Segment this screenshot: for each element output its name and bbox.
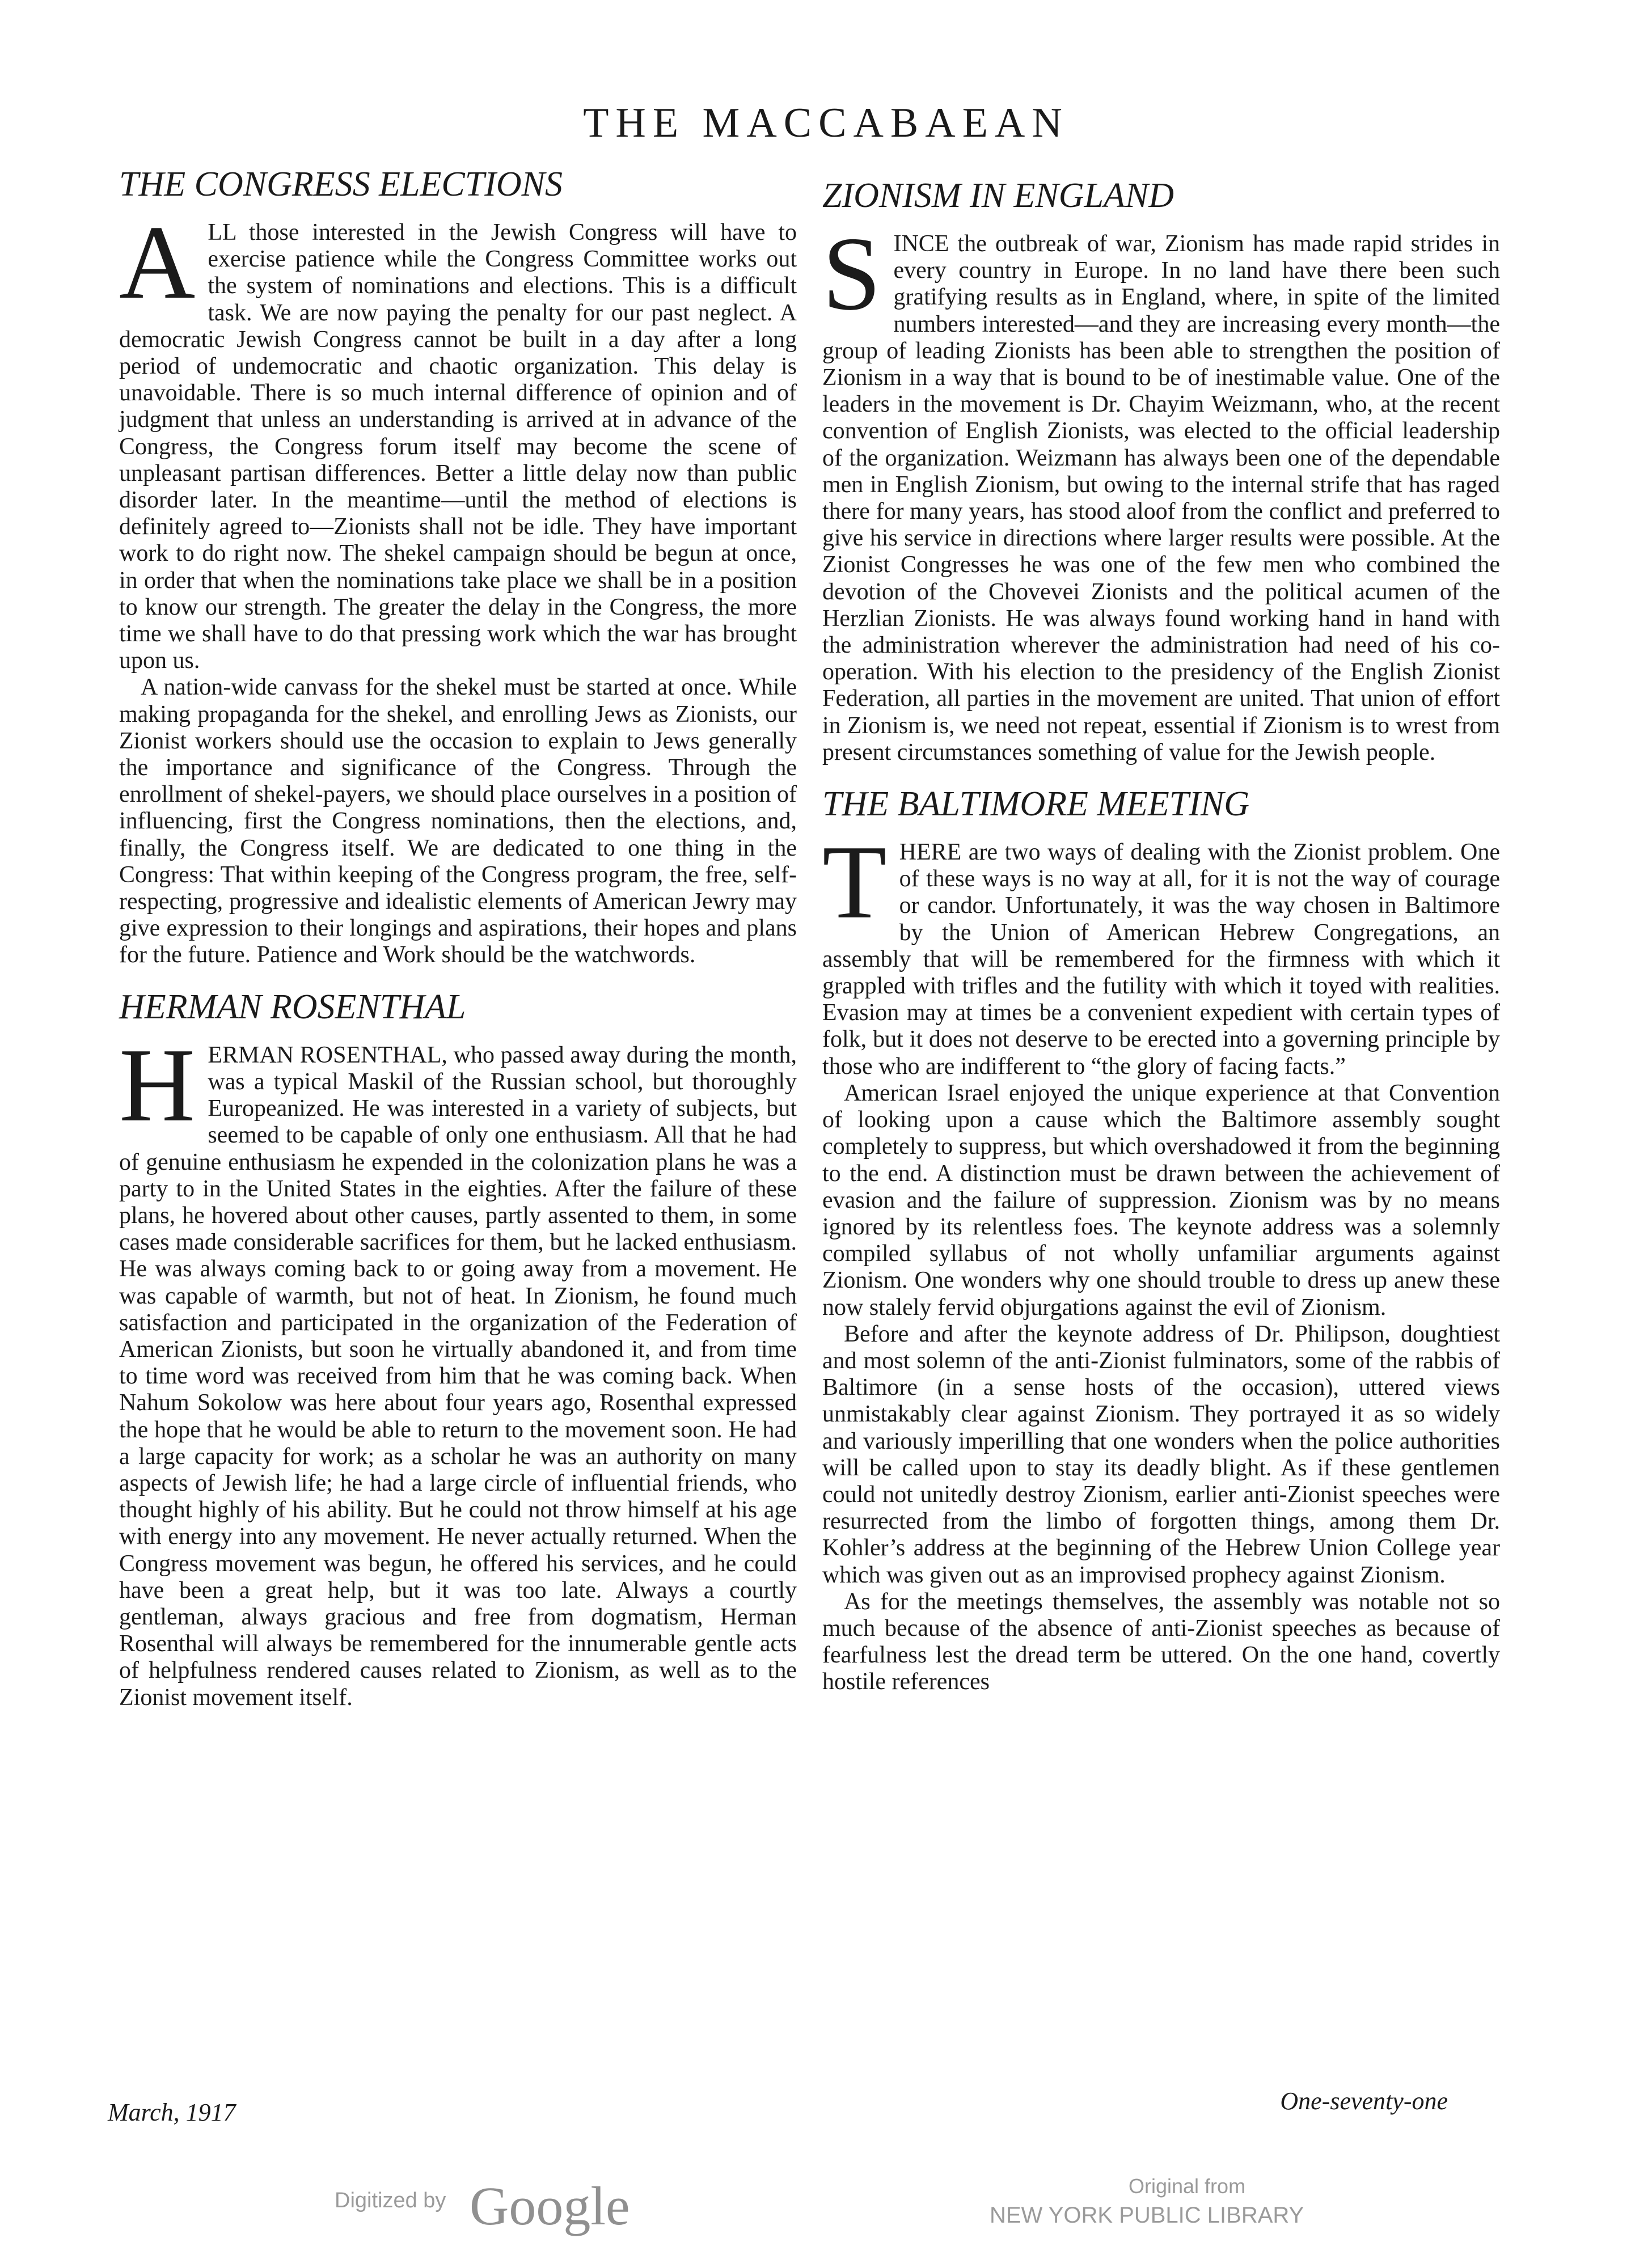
article-paragraph: ERMAN ROSENTHAL, who passed away during the month, was a typical Maskil of the Russian school, but thoroughly Europeanized. He was interested in a variety of subjects, but seemed to be capable of only one enthusiasm. All that he had of genuine enthusiasm he expended in the colonization plans he was a party to in the United States in the eighties. After the failure of these plans, he hovered about other causes, partly assented to them, in some cases made considerable sacrifices for them, but he lacked enthusiasm. He was always coming back to or going away from a movement. He was capable of warmth, but not of heat. In Zionism, he found much satisfaction and participated in the organization of the Federation of American Zionists, but soon he virtually abandoned it, and from time to time word was received from him that he was coming back. When Nahum Sokolow was here about four years ago, Rosenthal expressed the hope that he would be able to return to the movement soon. He had a large capacity for work; as a scholar he was an authority on many aspects of Jewish life; he had a large circle of influential friends, who thought highly of his ability. But he could not throw himself at his age with energy into any movement. He never actually returned. When the Congress movement was begun, he offered his services, and he could have been a great help, but it was too late. Always a courtly gentleman, always gracious and free from dogmatism, Herman Rosenthal will always be remembered for the innumerable gentle acts of helpfulness rendered causes related to Zionism, as well as to the Zionist movement itself. [119,1042,797,1711]
article-herman-rosenthal [119,987,797,1711]
drop-cap: H [119,1026,196,1144]
article-paragraph: INCE the outbreak of war, Zionism has made rapid strides in every country in Europe. In no land have there been such gratifying results as in England, where, in spite of the limited numbers interested—and they are increasing every month—the group of leading Zionists has been able to strengthen the position of Zionism in a way that is bound to be of inestimable value. One of the leaders in the movement is Dr. Chayim Weizmann, who, at the recent convention of English Zionists, was elected to the official leadership of the organization. Weizmann has always been one of the dependable men in English Zionism, but owing to the internal strife that has raged there for many years, has stood aloof from the conflict and preferred to give his service in directions where larger results were possible. At the Zionist Congresses he was one of the few men who combined the devotion of the Chovevei Zionists and the political acumen of the Herzlian Zionists. He was always found working hand in hand with the administration wherever the administration had need of his co-operation. With his election to the presidency of the English Zionist Federation, all parties in the movement are united. That union of effort in Zionism is, we need not repeat, essential if Zionism is to wrest from present circumstances something of value for the Jewish people. [822,231,1500,765]
article-zionism-in-england [822,176,1500,766]
article-title: ZIONISM IN ENGLAND [822,176,1174,215]
article-title: HERMAN ROSENTHAL [119,987,466,1026]
original-from-label: Original from [1129,2174,1246,2198]
left-column [119,164,797,1729]
article-paragraph: HERE are two ways of dealing with the Zionist problem. One of these ways is no way at all, for it is not the way of courage or candor. Unfortunately, it was the way chosen in Baltimore by the Union of American Hebrew Congregations, an assembly that will be remembered for the firmness with which it grappled with trifles and the futility with which it toyed with realities. Evasion may at times be a convenient expedient with certain types of folk, but it does not deserve to be erected into a governing principle by those who are indifferent to “the glory of facing facts.” [822,839,1500,1080]
article-paragraph: As for the meetings themselves, the assembly was notable not so much because of the absence of anti-Zionist speeches as because of fearfulness lest the dread term be uttered. On the one hand, covertly hostile references [822,1588,1500,1695]
article-congress-elections [119,164,797,969]
google-logo: Google [470,2176,630,2236]
article-paragraph: A nation-wide canvass for the shekel must be started at once. While making propaganda for the shekel, and enrolling Jews as Zionists, our Zionist workers should use the occasion to explain to Jews generally the importance and significance of the Congress. Through the enrollment of shekel-payers, we should place ourselves in a position of influencing, first the Congress nominations, then the elections, and, finally, the Congress itself. We are dedicated to one thing in the Congress: That within keeping of the Congress program, the free, self-respecting, progressive and idealistic elements of American Jewry may give expression to their longings and aspirations, their hopes and plans for the future. Patience and Work should be the watchwords. [119,674,797,968]
drop-cap: T [822,824,887,941]
drop-cap: A [119,204,196,321]
article-title: THE BALTIMORE MEETING [822,785,1250,824]
article-baltimore-meeting [822,784,1500,1696]
digitized-by-label: Digitized by [335,2189,446,2212]
library-name: NEW YORK PUBLIC LIBRARY [990,2203,1304,2228]
issue-date: March, 1917 [108,2098,236,2126]
right-column [822,176,1500,1714]
article-title: THE CONGRESS ELECTIONS [119,165,563,204]
drop-cap: S [822,215,881,332]
masthead: THE MACCABAEAN [583,100,1069,146]
article-paragraph: Before and after the keynote address of Dr. Philipson, doughtiest and most solemn of the anti-Zionist fulminators, some of the rabbis of Baltimore (in a sense hosts of the occasion), uttered views unmistakably clear against Zionism. They portrayed it as so widely and variously imperilling that one wonders when the police authorities will be called upon to stay its deadly blight. As if these gentlemen could not unitedly destroy Zionism, earlier anti-Zionist speeches were resurrected from the limbo of forgotten things, among them Dr. Kohler’s address at the beginning of the Hebrew Union College year which was given out as an improvised prophecy against Zionism. [822,1321,1500,1588]
page-number: One-seventy-one [1280,2087,1448,2115]
article-paragraph: American Israel enjoyed the unique experience at that Convention of looking upon a cause which the Baltimore assembly sought completely to suppress, but which overshadowed it from the beginning to the end. A distinction must be drawn between the achievement of evasion and the failure of suppression. Zionism was by no means ignored by its relentless foes. The keynote address was a solemnly compiled syllabus of not wholly unfamiliar arguments against Zionism. One wonders why one should trouble to dress up anew these now stalely fervid objurgations against the evil of Zionism. [822,1080,1500,1321]
article-paragraph: LL those interested in the Jewish Congress will have to exercise patience while the Congress Committee works out the system of nominations and elections. This is a difficult task. We are now paying the penalty for our past neglect. A democratic Jewish Congress cannot be built in a day after a long period of undemocratic and chaotic organization. This delay is unavoidable. There is so much internal difference of opinion and of judgment that unless an understanding is arrived at in advance of the Congress, the Congress forum itself may become the scene of unpleasant partisan differences. Better a little delay now than public disorder later. In the meantime—until the method of elections is definitely agreed to—Zionists shall not be idle. They have important work to do right now. The shekel campaign should be begun at once, in order that when the nominations take place we shall be in a position to know our strength. The greater the delay in the Congress, the more time we shall have to do that pressing work which the war has brought upon us. [119,219,797,674]
